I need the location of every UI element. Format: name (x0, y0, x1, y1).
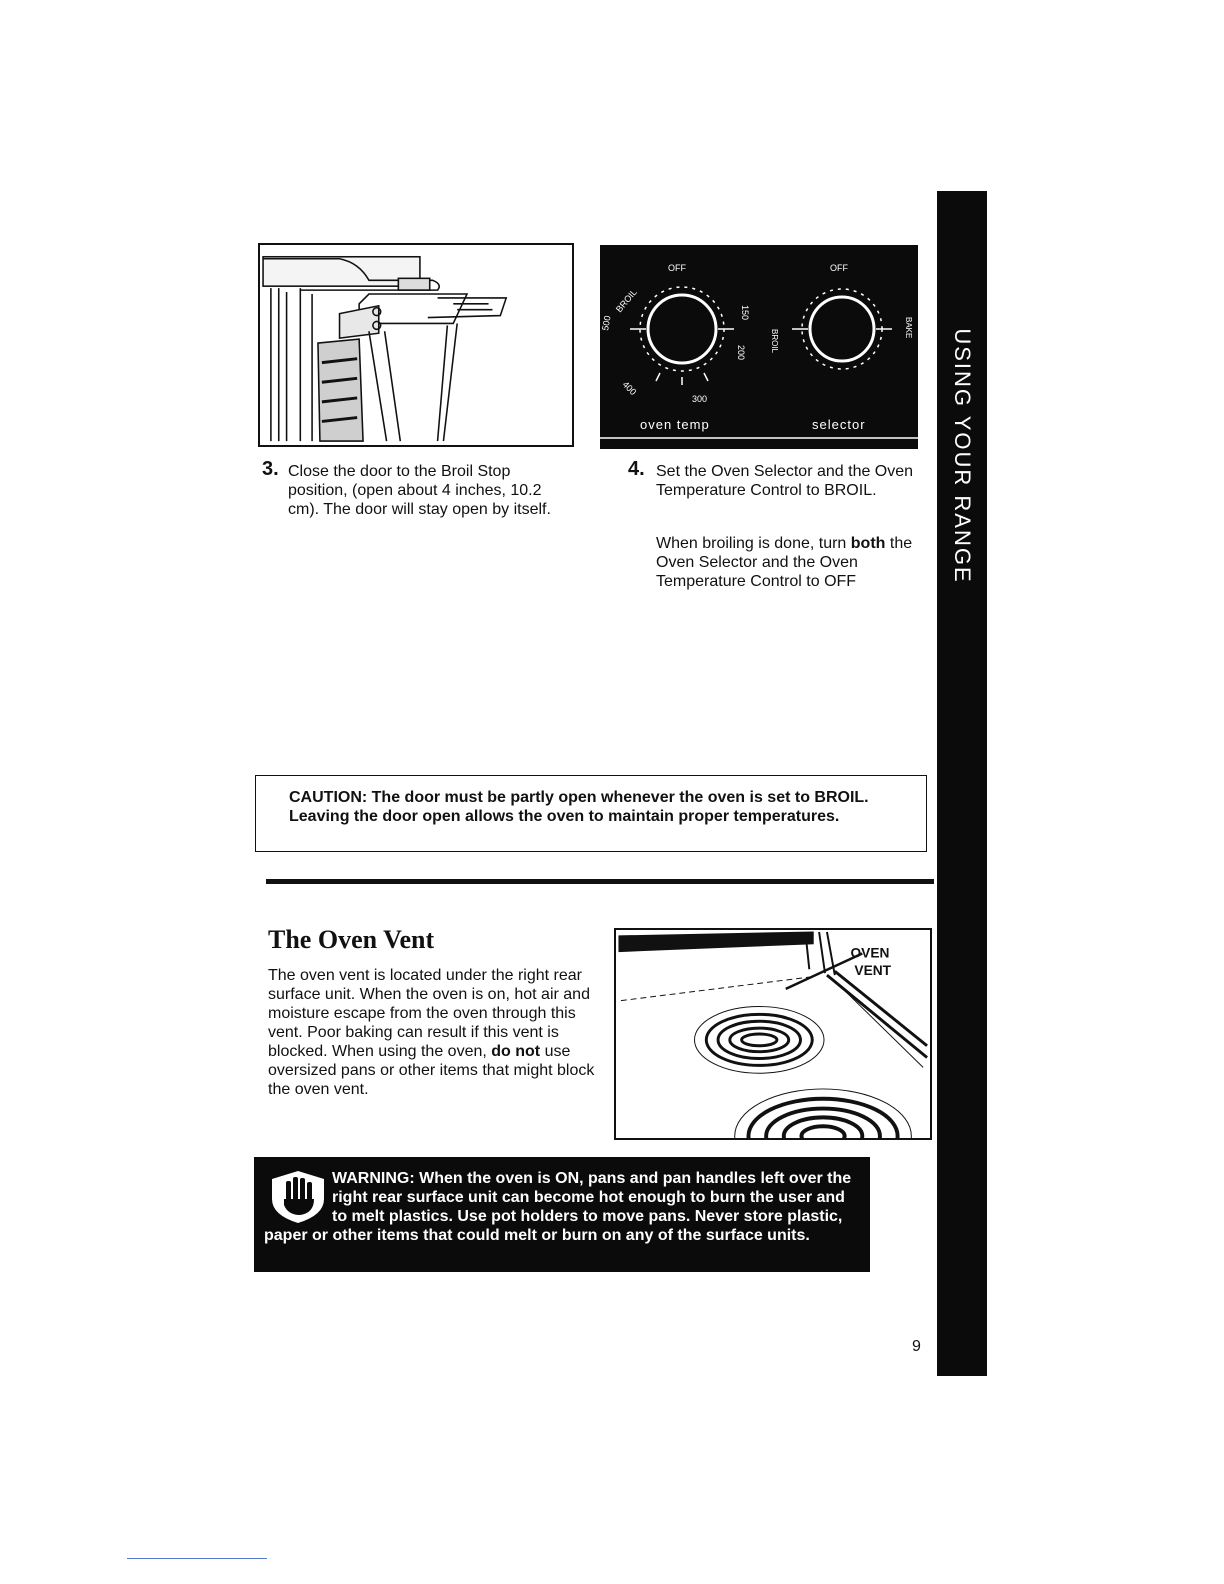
oven-vent-drawing (616, 930, 930, 1138)
control-panel-drawing (600, 245, 918, 449)
page-number: 9 (912, 1338, 921, 1355)
caution-box (255, 775, 927, 852)
temp-mark-200: 200 (736, 345, 746, 361)
step-4-text: Set the Oven Selector and the Oven Temperature Control to BROIL. (656, 463, 914, 499)
side-tab-label: USING YOUR RANGE (950, 328, 975, 584)
step-4-note-prefix: When broiling is done, turn (656, 535, 851, 552)
temp-mark-broil: BROIL (613, 287, 639, 315)
section-title: The Oven Vent (268, 925, 435, 954)
step-4-note-bold: both (850, 535, 886, 552)
temp-knob-ring (640, 287, 724, 371)
caution-text: CAUTION: The door must be partly open whenever the oven is set to BROIL. Leaving the door open allows the oven to maintain proper temperatures. (289, 789, 869, 825)
step-3 (262, 458, 582, 542)
oven-door-drawing (260, 245, 572, 445)
selector-knob (810, 297, 874, 361)
warning-body: WARNING: When the oven is ON, pans and pan handles left over the right rear surface unit can become hot enough to burn the user and to melt plastics. Use pot holders to move pans. Never store plastic, paper or other items that could melt or burn on any of the surface units. (264, 1170, 852, 1244)
step-4-number: 4. (628, 458, 645, 480)
warning-text (264, 1169, 864, 1245)
temp-knob-off-label: OFF (668, 263, 686, 273)
oven-vent-body (268, 966, 598, 1099)
selector-mark-broil: BROIL (770, 329, 779, 354)
oven-vent-label-line2: VENT (854, 963, 892, 979)
section-divider (266, 879, 934, 884)
selector-mark-bake: BAKE (904, 317, 913, 339)
step-4-note-suffix: the Oven Selector and the Oven Temperature Control to OFF (656, 535, 913, 590)
selector-knob-off-label: OFF (830, 263, 848, 273)
footer-line (127, 1558, 267, 1559)
oven-door-illustration (258, 243, 574, 447)
hand-warning-icon (264, 1169, 332, 1223)
oven-vent-label-line1: OVEN (850, 945, 890, 961)
temp-knob-label: oven temp (640, 417, 710, 432)
temp-mark-400: 400 (620, 379, 639, 398)
selector-knob-ring (802, 289, 882, 369)
warning-box (254, 1157, 870, 1272)
temp-mark-300: 300 (692, 394, 708, 404)
temp-mark-150: 150 (740, 305, 750, 321)
step-3-number: 3. (262, 458, 279, 480)
step-3-text: Close the door to the Broil Stop position, (open about 4 inches, 10.2 cm). The door will stay open by itself. (288, 463, 551, 518)
side-tab (937, 191, 987, 1376)
oven-vent-body-bold: do not (491, 1043, 541, 1060)
oven-vent-body-prefix: The oven vent is located under the right rear surface unit. When the oven is on, hot air and moisture escape from the oven through this vent. Poor baking can result if this vent is blocked. When using the oven, (268, 967, 590, 1060)
step-4-note (656, 534, 924, 591)
control-panel-illustration (600, 245, 918, 449)
step-4 (628, 458, 928, 602)
oven-vent-body-suffix: use oversized pans or other items that might block the oven vent. (268, 1043, 595, 1098)
temp-mark-500: 500 (600, 314, 613, 332)
selector-knob-label: selector (812, 417, 866, 432)
temp-knob (648, 295, 716, 363)
oven-vent-illustration (614, 928, 932, 1140)
